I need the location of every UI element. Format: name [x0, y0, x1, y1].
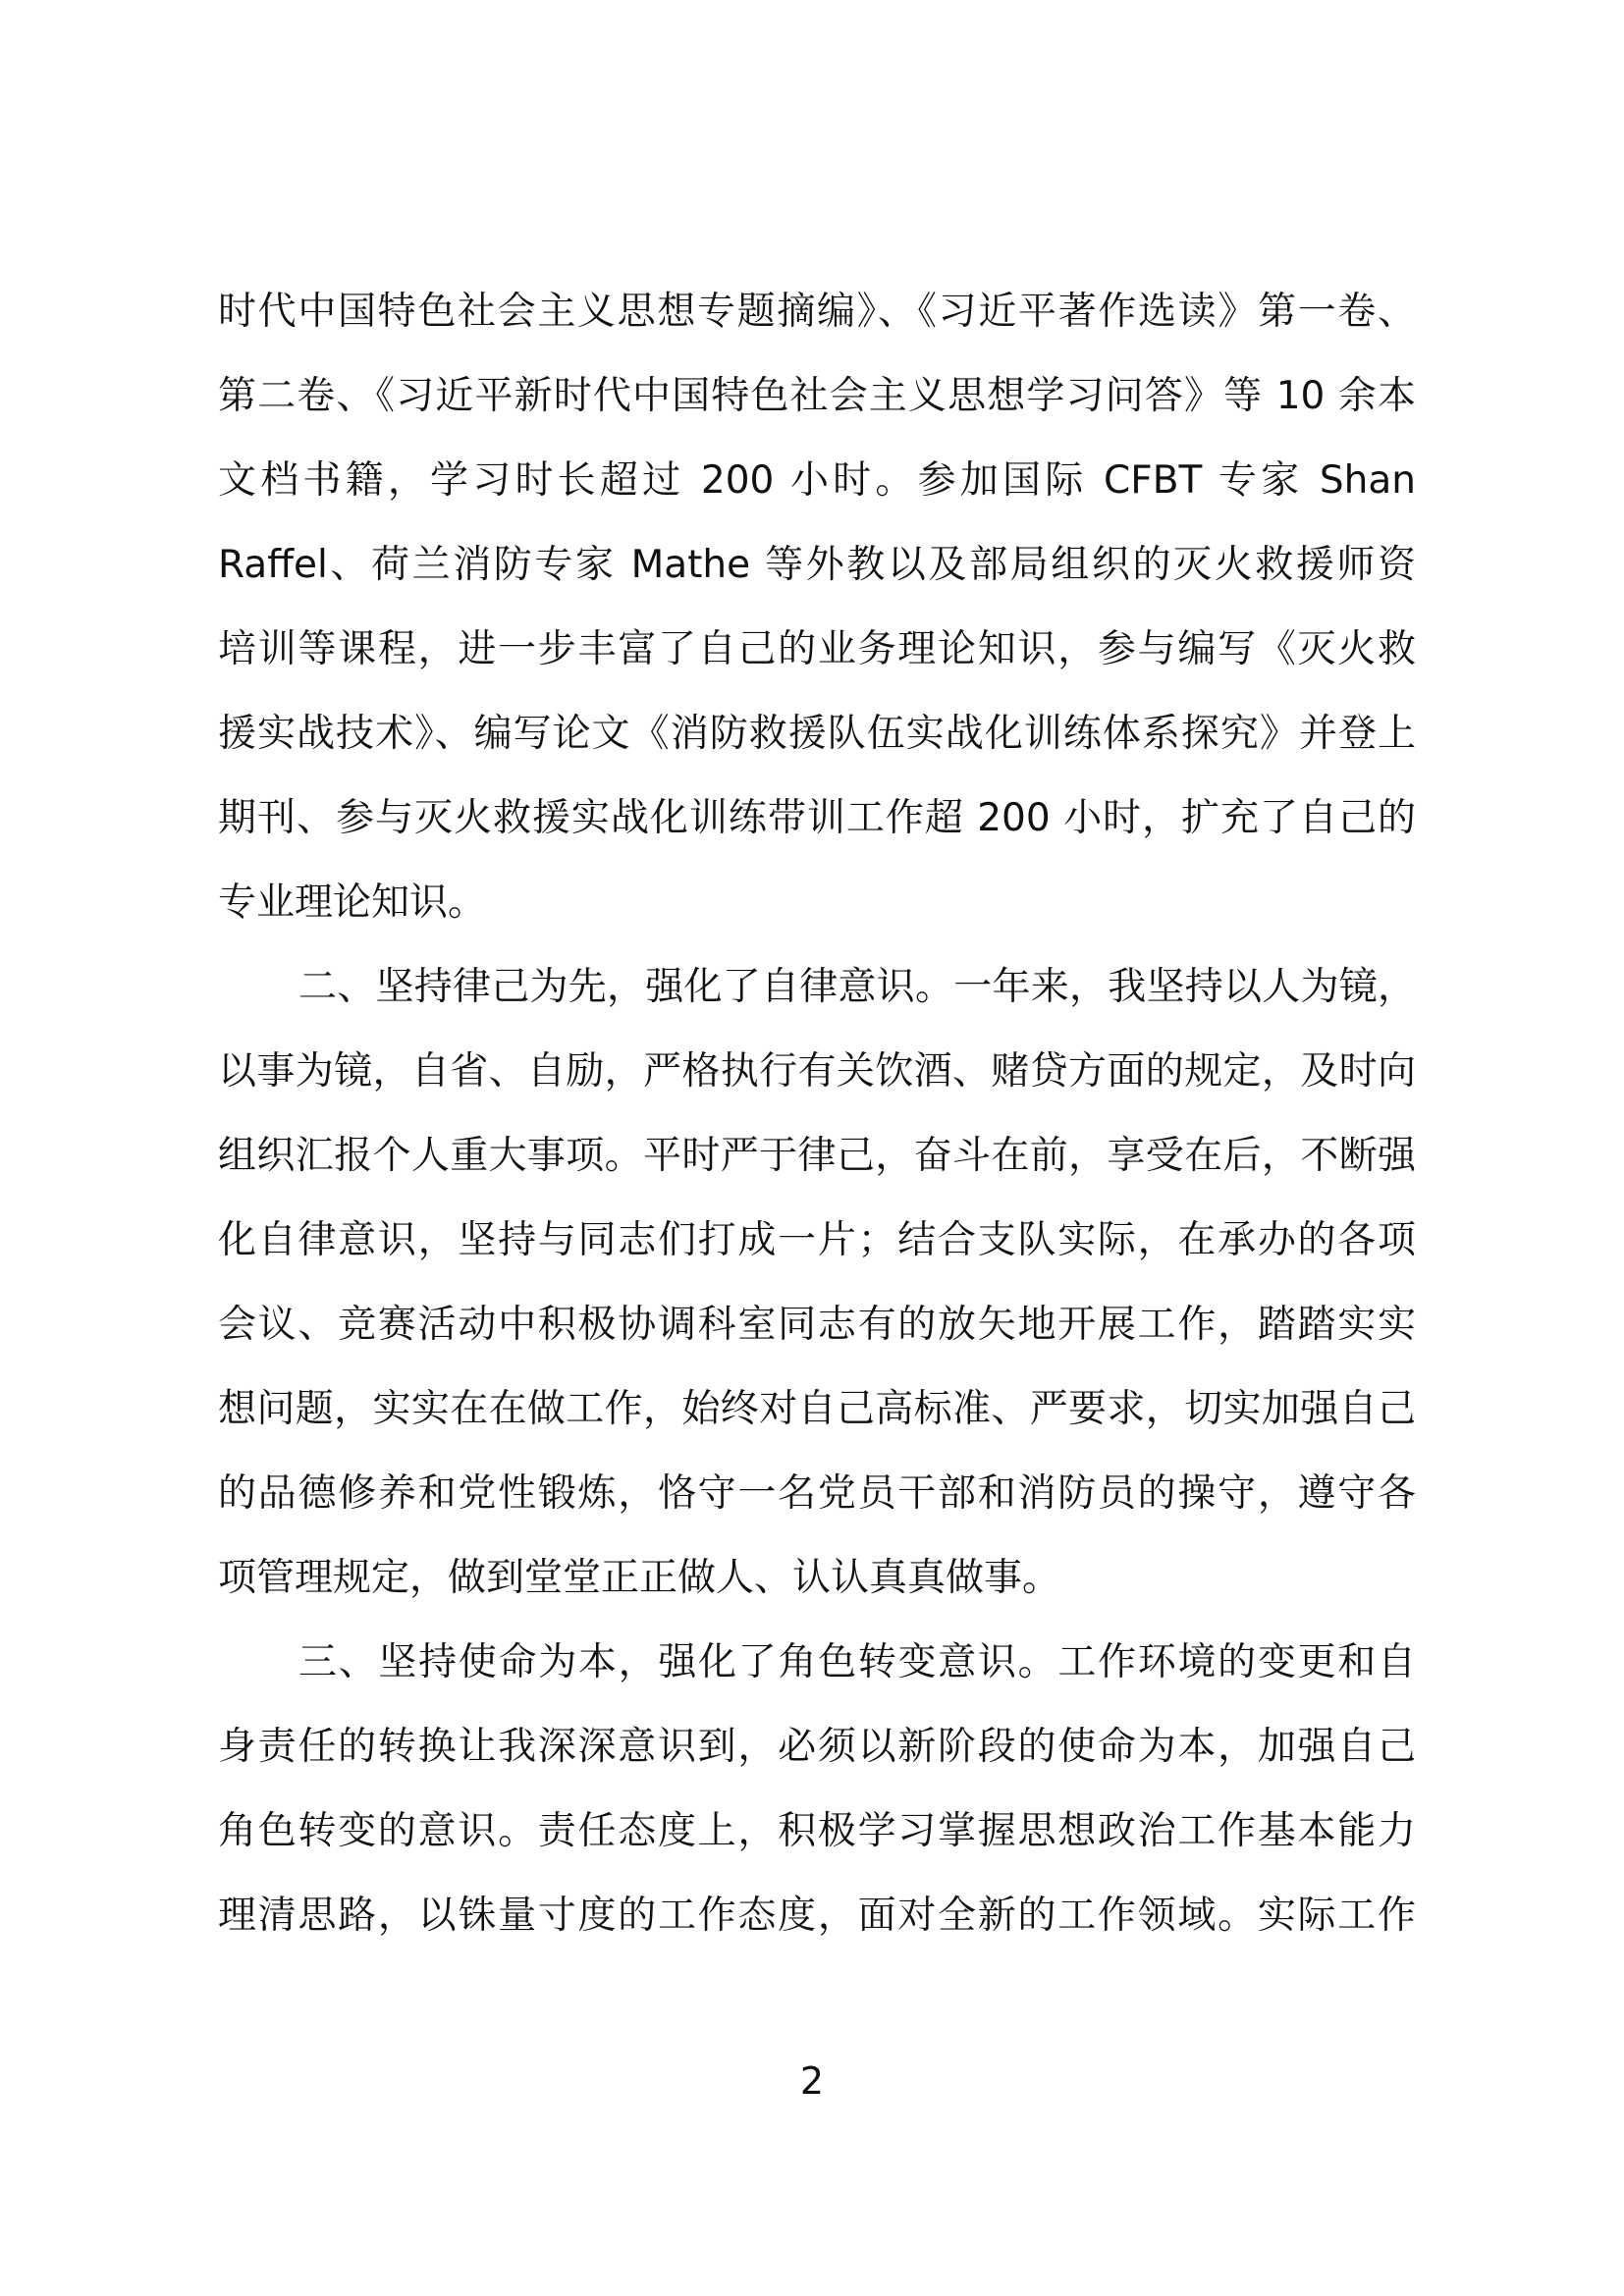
- paragraph-1-line-7: 期刊、参与灭火救援实战化训练带训工作超 200 小时，扩充了自己的: [218, 796, 1416, 840]
- paragraph-1-line-5: 培训等课程，进一步丰富了自己的业务理论知识，参与编写《灭火救: [218, 627, 1416, 671]
- paragraph-3-line-4: 理清思路，以铢量寸度的工作态度，面对全新的工作领域。实际工作: [218, 1894, 1416, 1938]
- paragraph-1-line-3: 文档书籍，学习时长超过 200 小时。参加国际 CFBT 专家 Shan: [218, 458, 1416, 503]
- paragraph-2-line-3: 组织汇报个人重大事项。平时严于律己，奋斗在前，享受在后，不断强: [218, 1134, 1416, 1178]
- paragraph-2-line-6: 想问题，实实在在做工作，始终对自己高标准、严要求，切实加强自己: [218, 1387, 1416, 1431]
- body-text: [218, 270, 1416, 1958]
- paragraph-2-line-5: 会议、竞赛活动中积极协调科室同志有的放矢地开展工作，踏踏实实: [218, 1303, 1416, 1347]
- paragraph-2-line-8: 项管理规定，做到堂堂正正做人、认认真真做事。: [218, 1556, 1061, 1600]
- paragraph-1-line-6: 援实战技术》、编写论文《消防救援队伍实战化训练体系探究》并登上: [218, 712, 1416, 756]
- paragraph-2-line-7: 的品德修养和党性锻炼，恪守一名党员干部和消防员的操守，遵守各: [218, 1471, 1416, 1516]
- paragraph-1-line-8: 专业理论知识。: [218, 881, 487, 925]
- paragraph-1-line-4: Raffel、荷兰消防专家 Mathe 等外教以及部局组织的灭火救援师资: [218, 543, 1416, 587]
- paragraph-3-line-1: 三、坚持使命为本，强化了角色转变意识。工作环境的变更和自: [298, 1640, 1416, 1684]
- paragraph-3-line-3: 角色转变的意识。责任态度上，积极学习掌握思想政治工作基本能力: [218, 1809, 1416, 1853]
- paragraph-2-line-4: 化自律意识，坚持与同志们打成一片；结合支队实际，在承办的各项: [218, 1218, 1416, 1262]
- paragraph-3-line-2: 身责任的转换让我深深意识到，必须以新阶段的使命为本，加强自己: [218, 1725, 1416, 1769]
- paragraph-1-line-2: 第二卷、《习近平新时代中国特色社会主义思想学习问答》等 10 余本: [218, 374, 1416, 418]
- paragraph-1-line-1: 时代中国特色社会主义思想专题摘编》、《习近平著作选读》第一卷、: [218, 290, 1416, 334]
- paragraph-2-line-2: 以事为镜，自省、自励，严格执行有关饮酒、赌贷方面的规定，及时向: [218, 1049, 1416, 1094]
- page-number: 2: [799, 2059, 825, 2103]
- paragraph-2-line-1: 二、坚持律己为先，强化了自律意识。一年来，我坚持以人为镜，: [298, 965, 1416, 1009]
